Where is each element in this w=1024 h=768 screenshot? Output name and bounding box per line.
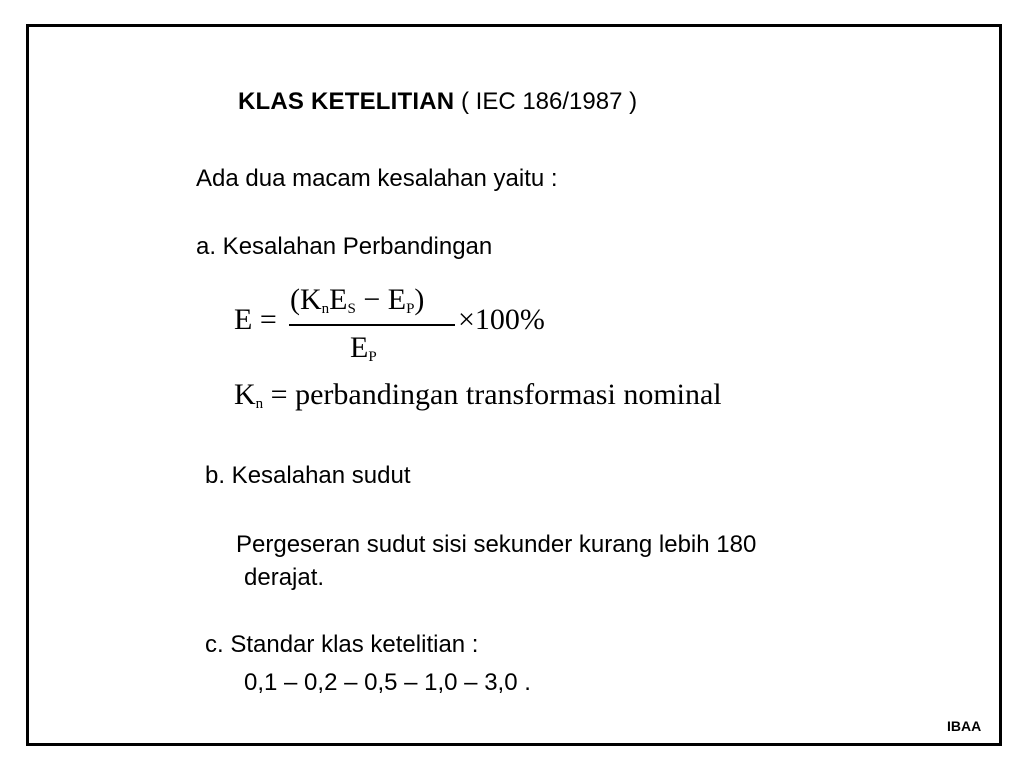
title-bold: KLAS KETELITIAN <box>238 88 455 115</box>
formula-denominator <box>350 331 377 366</box>
numerator-sub-n: n <box>321 301 330 317</box>
title-standard: ( IEC 186/1987 ) <box>454 88 638 115</box>
intro-text: Ada dua macam kesalahan yaitu : <box>196 165 558 192</box>
footer-label: IBAA <box>947 718 982 734</box>
slide-title <box>238 88 637 116</box>
denominator-sub-p: P <box>368 349 377 365</box>
formula-multiplier: ×100% <box>458 303 545 336</box>
item-b-heading: b. Kesalahan sudut <box>205 462 411 489</box>
kn-definition-text: = perbandingan transformasi nominal <box>263 378 722 411</box>
numerator-e: E <box>329 283 348 316</box>
denominator-e: E <box>350 331 369 364</box>
numerator-sub-s: S <box>347 301 356 317</box>
numerator-open: (K <box>290 283 322 316</box>
formula-lhs: E = <box>234 303 277 336</box>
numerator-minus: − E <box>355 283 407 316</box>
kn-definition <box>234 378 722 413</box>
item-c-heading: c. Standar klas ketelitian : <box>205 631 479 658</box>
numerator-close: ) <box>414 283 425 316</box>
kn-symbol: K <box>234 378 256 411</box>
item-a-heading: a. Kesalahan Perbandingan <box>196 233 493 260</box>
kn-symbol-sub: n <box>255 396 264 412</box>
numerator-sub-p: P <box>406 301 415 317</box>
fraction-bar <box>289 324 455 326</box>
formula-numerator <box>290 283 424 318</box>
item-b-text-line1: Pergeseran sudut sisi sekunder kurang lebih 180 <box>236 531 757 558</box>
item-b-text-line2: derajat. <box>244 564 325 591</box>
item-c-values: 0,1 – 0,2 – 0,5 – 1,0 – 3,0 . <box>244 669 531 696</box>
